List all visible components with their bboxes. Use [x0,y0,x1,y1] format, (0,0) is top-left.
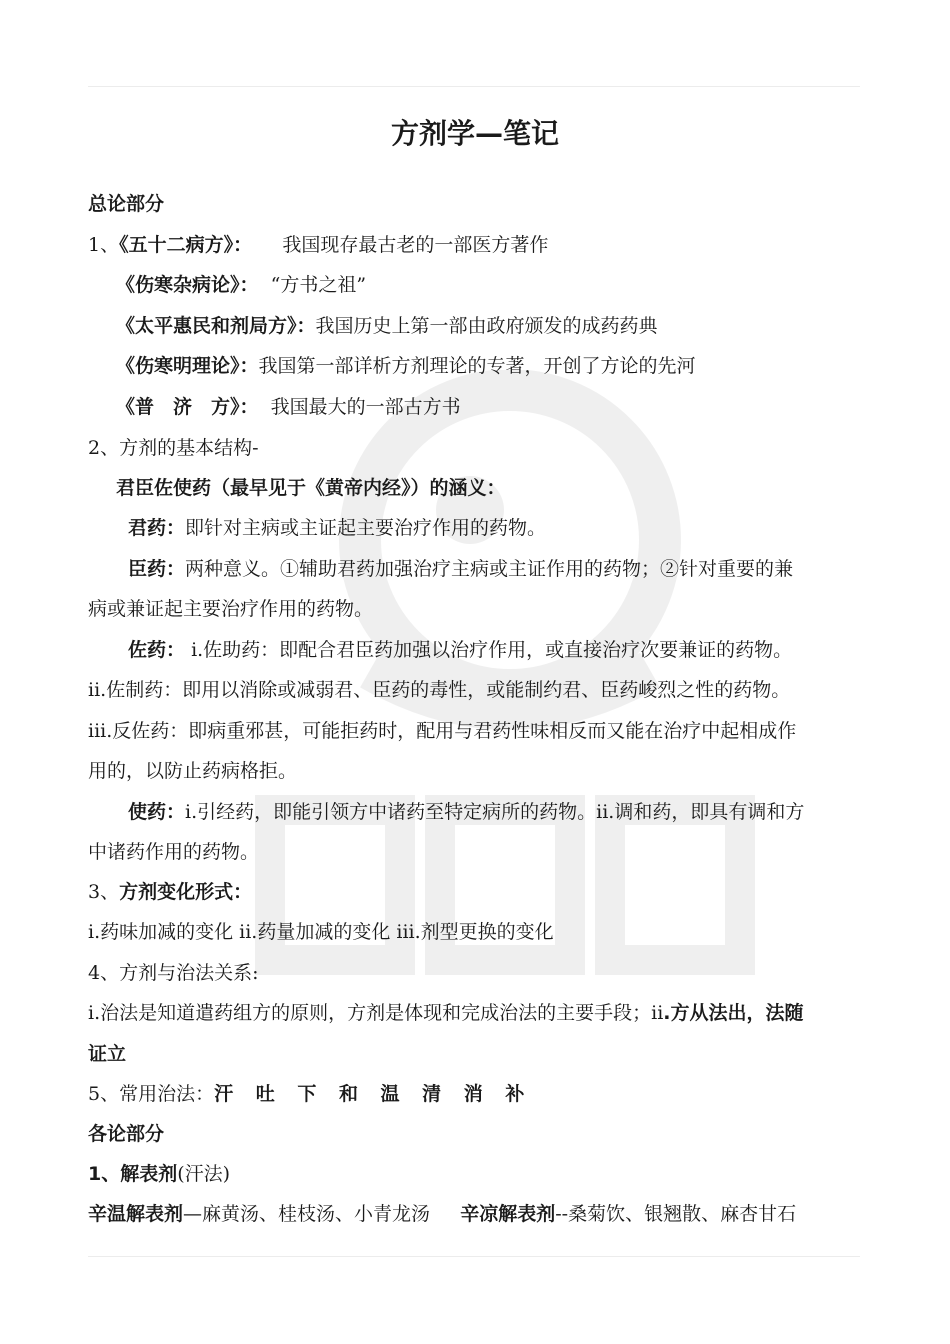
footer-rule [88,1256,860,1257]
item-3-heading [88,880,868,904]
item-4-line-2: 证立 [88,1043,127,1065]
item-5-line [88,1082,868,1106]
item-4-text: i.治法是知道遣药组方的原则，方剂是体现和完成治法的主要手段；ii [88,1002,664,1024]
item-3-label: 方剂变化形式： [119,881,253,903]
item-1-line-2 [116,273,896,297]
item-2-heading: 2、方剂的基本结构- [88,437,259,459]
zuo-yao-line-3: iii.反佐药：即病重邪甚，可能拒药时，配用与君药性味相反而又能在治疗中起相成作 [88,720,797,742]
shi-yao-line-2: 中诸药作用的药物。 [88,841,260,863]
section-heading-specific: 各论部分 [88,1123,165,1145]
item-1-line-1 [88,233,868,257]
item-1-line-4 [116,354,896,378]
chen-yao-label: 臣药： [128,558,186,580]
chen-yao-line-2: 病或兼证起主要治疗作用的药物。 [88,598,374,620]
book-title: 《伤寒杂病论》： [116,274,259,296]
specific-item-1-label: 解表剂 [120,1163,178,1185]
shi-yao-text: i.引经药，即能引领方中诸药至特定病所的药物。ii.调和药，即具有调和方 [185,801,805,823]
formula-line [88,1202,868,1226]
specific-item-1 [88,1162,868,1186]
zuo-yao-line-1 [128,638,908,662]
warm-formulas: —麻黄汤、桂枝汤、小青龙汤 [183,1203,431,1225]
item-5-label: 5、常用治法： [88,1083,215,1105]
book-description: 我国现存最古老的一部医方著作 [282,234,549,256]
item-1-line-3 [116,314,896,338]
item-4-emphasis: .方从法出，法随 [663,1002,804,1024]
page-title: 方剂学—笔记 [390,117,559,150]
book-title: 《普 济 方》： [116,396,259,418]
warm-label: 辛温解表剂 [88,1203,184,1225]
book-description: “方书之祖” [270,274,367,296]
treatment-methods: 汗 吐 下 和 温 清 消 补 [214,1083,533,1105]
item-2-subheading: 君臣佐使药（最早见于《黄帝内经》）的涵义： [116,477,506,499]
specific-item-1-number: 1、 [88,1163,121,1185]
shi-yao-label: 使药： [128,801,186,823]
shi-yao-line-1 [128,800,908,824]
zuo-yao-line-4: 用的，以防止药病格拒。 [88,760,298,782]
item-4-heading: 4、方剂与治法关系: [88,962,259,984]
specific-item-1-paren: (汗法) [177,1163,231,1185]
jun-yao-text: 即针对主病或主证起主要治疗作用的药物。 [185,517,547,539]
item-1-number: 1、 [88,234,120,256]
jun-yao-line [128,516,908,540]
book-description: 我国第一部详析方剂理论的专著，开创了方论的先河 [258,355,696,377]
item-4-line-1 [88,1001,868,1025]
section-heading-general: 总论部分 [88,193,165,215]
zuo-yao-label: 佐药： [128,639,186,661]
zuo-yao-line-2: ii.佐制药：即用以消除或减弱君、臣药的毒性，或能制约君、臣药峻烈之性的药物。 [88,679,791,701]
book-title: 《太平惠民和剂局方》： [116,315,316,337]
book-description: 我国最大的一部古方书 [270,396,461,418]
book-title: 《伤寒明理论》： [116,355,259,377]
cool-formulas: --桑菊饮、银翘散、麻杏甘石 [555,1203,797,1225]
book-description: 我国历史上第一部由政府颁发的成药药典 [315,315,658,337]
item-3-text: i.药味加减的变化 ii.药量加减的变化 iii.剂型更换的变化 [88,921,554,943]
cool-label: 辛凉解表剂 [460,1203,556,1225]
jun-yao-label: 君药： [128,517,186,539]
header-rule [88,86,860,87]
item-1-line-5 [116,395,896,419]
chen-yao-line-1 [128,557,908,581]
chen-yao-text: 两种意义。①辅助君药加强治疗主病或主证作用的药物；②针对重要的兼 [185,558,794,580]
zuo-yao-text: i.佐助药：即配合君臣药加强以治疗作用，或直接治疗次要兼证的药物。 [191,639,793,661]
book-title: 《五十二病方》： [119,234,253,256]
item-3-number: 3、 [88,881,120,903]
